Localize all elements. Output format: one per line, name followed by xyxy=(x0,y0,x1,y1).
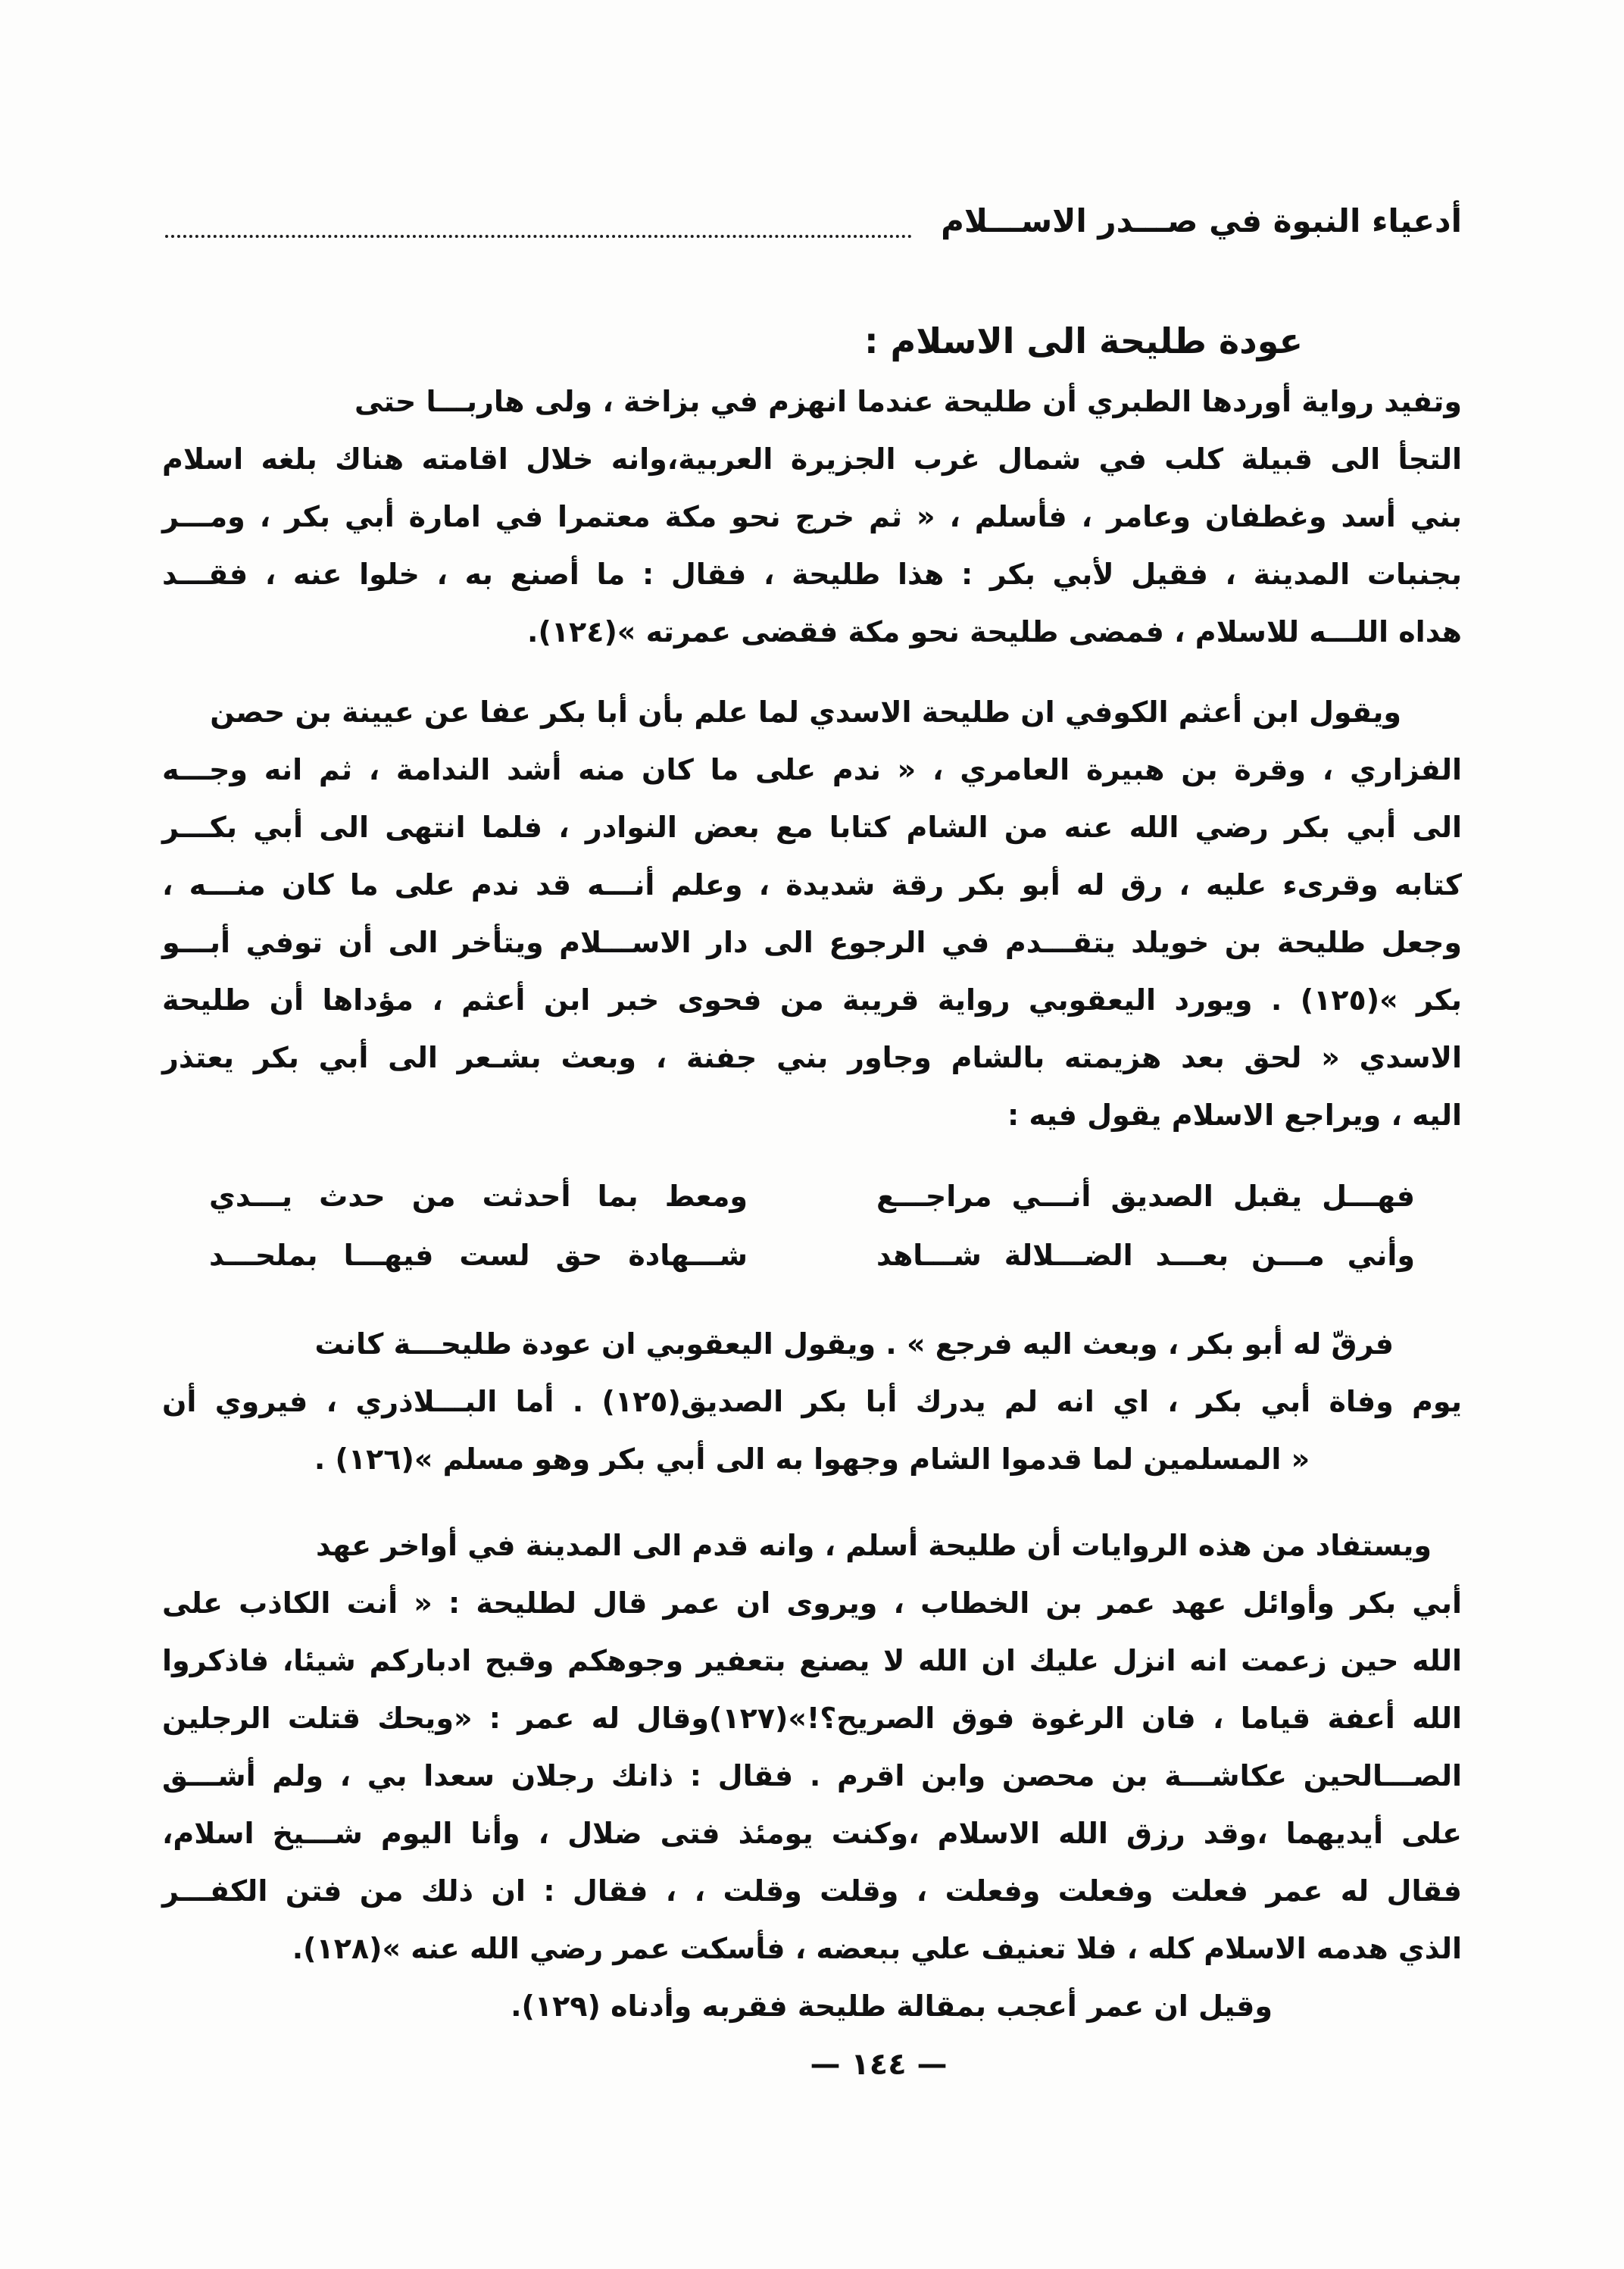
text-line: كتابه وقرىء عليه ، رق له أبو بكر رقة شديدة ، وعلم أنـــه قد ندم على ما كان منـــه ، xyxy=(162,868,1462,902)
text-line: الصـــالحين عكاشـــة بن محصن وابن اقرم . فقال : ذانك رجلان سعدا بي ، ولم أشـــق xyxy=(162,1759,1462,1792)
text-line: الله حين زعمت انه انزل عليك ان الله لا يصنع بتعفير وجوهكم وقبح ادباركم شيئا، فاذكروا xyxy=(162,1644,1462,1677)
text-line: التجأ الى قبيلة كلب في شمال غرب الجزيرة العربية،وانه خلال اقامته هناك بلغه اسلام xyxy=(162,442,1462,476)
text-line: الله أعفة قياما ، فان الرغوة فوق الصريح؟!»(١٢٧)وقال له عمر : «ويحك قتلت الرجلين xyxy=(162,1702,1462,1735)
text-line: اليه ، ويراجع الاسلام يقول فيه : xyxy=(1007,1099,1462,1132)
page-body xyxy=(162,373,1462,2035)
section-title: عودة طليحة الى الاسلام : xyxy=(864,320,1303,361)
text-line: وتفيد رواية أوردها الطبري أن طليحة عندما انهزم في بزاخة ، ولى هاربـــا حتى xyxy=(354,385,1462,418)
paragraph xyxy=(162,373,1462,661)
text-line: بجنبات المدينة ، فقيل لأبي بكر : هذا طليحة ، فقال : ما أصنع به ، خلوا عنه ، فقـــد xyxy=(162,558,1462,591)
verse-hemistich-right: وأني مـــن بعـــد الضـــلالة شـــاهد xyxy=(876,1239,1415,1272)
text-line: الفزاري ، وقرة بن هبيرة العامري ، « ندم على ما كان منه أشد الندامة ، ثم انه وجـــه xyxy=(162,753,1462,786)
header-dotted-rule xyxy=(165,235,912,238)
verse-hemistich-right: فهـــل يقبل الصديق أنـــي مراجـــع xyxy=(876,1180,1415,1213)
text-line: « المسلمين لما قدموا الشام وجهوا به الى أبي بكر وهو مسلم »(١٢٦) . xyxy=(314,1442,1310,1476)
text-line: بكر »(١٢٥) . ويورد اليعقوبي رواية قريبة من فحوى خبر ابن أعثم ، مؤداها أن طليحة xyxy=(162,983,1463,1017)
text-line: فقال له عمر فعلت وفعلت وفعلت ، وقلت وقلت ، ، فقال : ان ذلك من فتن الكفـــر xyxy=(162,1874,1462,1908)
text-line: يوم وفاة أبي بكر ، اي انه لم يدرك أبا بكر الصديق(١٢٥) . أما البـــلاذري ، فيروي أن xyxy=(162,1385,1462,1418)
page-number: — ١٤٤ — xyxy=(810,2047,948,2082)
verse-hemistich-left: ومعط بما أحدثت من حدث يـــدي xyxy=(209,1180,748,1213)
running-header-title: أدعياء النبوة في صـــدر الاســـلام xyxy=(941,202,1462,239)
text-line: هداه اللـــه للاسلام ، فمضى طليحة نحو مكة فقضى عمرته »(١٢٤). xyxy=(527,615,1462,649)
verse-hemistich-left: شـــهادة حق لست فيهـــا بملحـــد xyxy=(209,1239,748,1272)
text-line: ويستفاد من هذه الروايات أن طليحة أسلم ، وانه قدم الى المدينة في أواخر عهد xyxy=(316,1529,1432,1562)
text-line: على أيديهما ،وقد رزق الله الاسلام ،وكنت يومئذ فتى ضلال ، وأنا اليوم شـــيخ اسلام، xyxy=(162,1817,1462,1850)
text-line: فرقّ له أبو بكر ، وبعث اليه فرجع » . ويقول اليعقوبي ان عودة طليحـــة كانت xyxy=(314,1327,1394,1361)
paragraph xyxy=(162,1517,1462,2035)
paragraph xyxy=(162,683,1462,1144)
text-line: بني أسد وغطفان وعامر ، فأسلم ، « ثم خرج نحو مكة معتمرا في امارة أبي بكر ، ومـــر xyxy=(162,500,1462,533)
text-line: الى أبي بكر رضي الله عنه من الشام كتابا مع بعض النوادر ، فلما انتهى الى أبي بكـــر xyxy=(162,811,1462,844)
poem xyxy=(162,1167,1462,1285)
text-line: الذي هدمه الاسلام كله ، فلا تعنيف علي ببعضه ، فأسكت عمر رضي الله عنه »(١٢٨). xyxy=(292,1932,1462,1965)
running-header xyxy=(162,191,1462,252)
paragraph xyxy=(162,1315,1462,1488)
text-line: أبي بكر وأوائل عهد عمر بن الخطاب ، ويروى ان عمر قال لطليحة : « أنت الكاذب على xyxy=(162,1586,1462,1620)
text-line: وجعل طليحة بن خويلد يتقـــدم في الرجوع الى دار الاســـلام ويتأخر الى أن توفي أبـــو xyxy=(162,926,1462,959)
text-line: وقيل ان عمر أعجب بمقالة طليحة فقربه وأدناه (١٢٩). xyxy=(511,1989,1273,2023)
text-line: الاسدي « لحق بعد هزيمته بالشام وجاور بني جفنة ، وبعث بشـعر الى أبي بكر يعتذر xyxy=(162,1041,1462,1074)
text-line: ويقول ابن أعثم الكوفي ان طليحة الاسدي لما علم بأن أبا بكر عفا عن عيينة بن حصن xyxy=(210,695,1401,729)
